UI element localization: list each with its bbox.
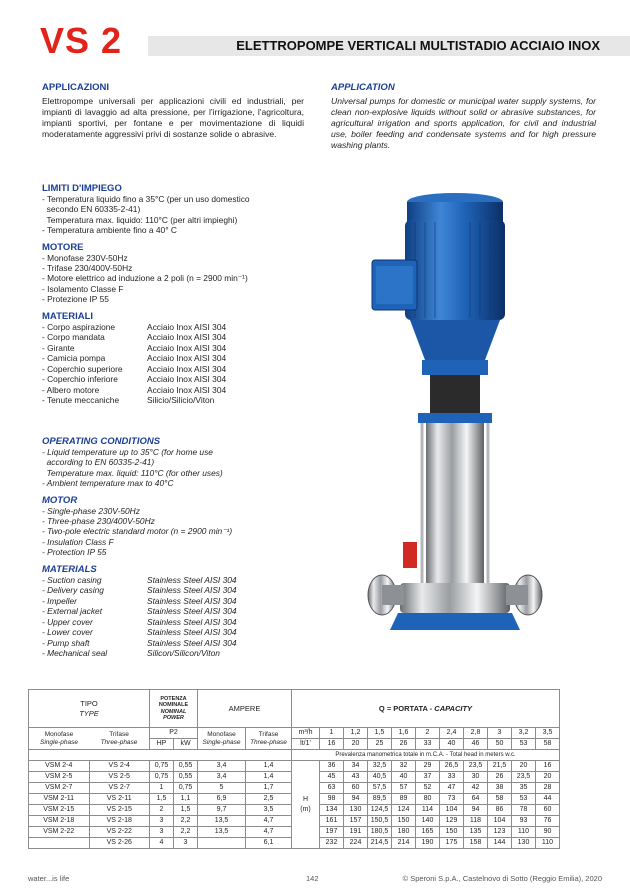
q-lt-cell: 58 <box>536 739 560 750</box>
head-value: 89 <box>392 794 416 805</box>
power-hp: 2 <box>150 805 174 816</box>
head-value: 40 <box>392 772 416 783</box>
head-value: 26 <box>488 772 512 783</box>
material-row <box>42 575 304 586</box>
power-kw: 1,1 <box>174 794 198 805</box>
ampere-mono-header <box>198 728 246 750</box>
lt-unit: lt/1' <box>292 739 320 750</box>
head-value: 60 <box>344 783 368 794</box>
head-value: 20 <box>512 761 536 772</box>
material-row <box>42 353 304 364</box>
model-single-phase: VSM 2-11 <box>29 794 90 805</box>
q-lt-cell: 16 <box>320 739 344 750</box>
monofase-label: Monofase <box>44 730 74 738</box>
model-single-phase <box>29 838 90 849</box>
material-row <box>42 374 304 385</box>
power-kw: 2,2 <box>174 827 198 838</box>
table-row <box>29 761 560 772</box>
en-app-heading: APPLICATION <box>331 82 395 93</box>
head-value: 197 <box>320 827 344 838</box>
head-value: 94 <box>464 805 488 816</box>
ampere-single: 6,9 <box>198 794 246 805</box>
ampere-single <box>198 838 246 849</box>
type-header <box>29 690 150 728</box>
en-cond-heading: OPERATING CONDITIONS <box>42 436 161 447</box>
p2-label: P2 <box>150 728 198 739</box>
head-value: 104 <box>440 805 464 816</box>
it-motor-list <box>42 253 304 305</box>
material-value: Stainless Steel AISI 304 <box>147 595 237 606</box>
head-value: 32 <box>392 761 416 772</box>
head-value: 118 <box>464 816 488 827</box>
material-row <box>42 385 304 396</box>
material-value: Acciaio Inox AISI 304 <box>147 353 227 364</box>
prevalenza-note: Prevalenza manometrica totale in m.C.A. - Total head in meters w.c. <box>292 750 560 761</box>
portata-label: Q = PORTATA - <box>378 703 435 713</box>
power-kw: 1,5 <box>174 805 198 816</box>
head-value: 33 <box>440 772 464 783</box>
material-part: - Coperchio inferiore <box>42 374 118 385</box>
material-row <box>42 364 304 375</box>
head-value: 124 <box>392 805 416 816</box>
head-value: 47 <box>440 783 464 794</box>
capacity-header <box>292 690 560 728</box>
head-value: 26,5 <box>440 761 464 772</box>
head-value: 123 <box>488 827 512 838</box>
q-lt-cell: 20 <box>344 739 368 750</box>
material-row <box>42 332 304 343</box>
material-value: Stainless Steel AISI 304 <box>147 627 237 638</box>
it-app-heading: APPLICAZIONI <box>42 82 110 93</box>
head-value: 16 <box>536 761 560 772</box>
model-single-phase: VSM 2-15 <box>29 805 90 816</box>
power-hp: 1,5 <box>150 794 174 805</box>
head-value: 191 <box>344 827 368 838</box>
power-hp: 0,75 <box>150 761 174 772</box>
head-value: 53 <box>512 794 536 805</box>
ampere-tri-header <box>246 728 292 750</box>
head-value: 60 <box>536 805 560 816</box>
head-value: 130 <box>512 838 536 849</box>
en-motor-list <box>42 506 304 558</box>
material-value: Acciaio Inox AISI 304 <box>147 363 227 374</box>
spec-line: according to EN 60335-2-41) <box>42 457 155 468</box>
head-value: 28 <box>536 783 560 794</box>
head-value: 89,5 <box>368 794 392 805</box>
power-kw: 0,55 <box>174 772 198 783</box>
head-value: 58 <box>488 794 512 805</box>
en-app-text: Universal pumps for domestic or municipal water supply systems, for clean non-explosive liquids without solid or abrasive substances, for agricultural irrigation and sports application, for civil and industrial use, boiler feeding and condensate systems and for high pressure washing plants. <box>331 96 596 150</box>
en-materials-list <box>42 575 304 659</box>
ampere-single: 9,7 <box>198 805 246 816</box>
it-materials-heading: MATERIALI <box>42 310 94 322</box>
head-value: 190 <box>416 838 440 849</box>
head-value: 20 <box>536 772 560 783</box>
blank-cell <box>29 750 292 761</box>
head-value: 150 <box>440 827 464 838</box>
en-specs <box>42 436 304 659</box>
head-value: 224 <box>344 838 368 849</box>
type-label: TYPE <box>79 708 99 718</box>
q-m3h-cell: 1,6 <box>392 728 416 739</box>
material-value: Stainless Steel AISI 304 <box>147 574 237 585</box>
material-value: Silicio/Silicio/Viton <box>147 395 215 406</box>
spec-line: - Insulation Class F <box>42 536 114 547</box>
head-value: 180,5 <box>368 827 392 838</box>
head-value: 90 <box>536 827 560 838</box>
spec-line: - Two-pole electric standard motor (n = 2900 min⁻¹) <box>42 526 233 537</box>
q-m3h-cell: 3 <box>488 728 512 739</box>
material-part: - Girante <box>42 342 75 353</box>
spec-line: secondo EN 60335-2-41) <box>42 204 141 215</box>
head-value: 110 <box>536 838 560 849</box>
trifase-label: Trifase <box>109 730 129 738</box>
q-m3h-cell: 3,5 <box>536 728 560 739</box>
head-m-label: (m) <box>300 805 311 813</box>
en-cond-list <box>42 447 304 489</box>
spec-line: - Ambient temperature max to 40°C <box>42 478 174 489</box>
head-value: 110 <box>512 827 536 838</box>
pump-illustration <box>360 190 570 650</box>
head-value: 114 <box>416 805 440 816</box>
head-value: 175 <box>440 838 464 849</box>
head-value: 38 <box>488 783 512 794</box>
head-value: 165 <box>416 827 440 838</box>
power-hp: 0,75 <box>150 772 174 783</box>
head-value: 98 <box>320 794 344 805</box>
ampere-three: 1,7 <box>246 783 292 794</box>
material-part: - Camicia pompa <box>42 353 106 364</box>
head-value: 64 <box>464 794 488 805</box>
ampere-single: 13,5 <box>198 827 246 838</box>
head-value: 21,5 <box>488 761 512 772</box>
material-part: - Lower cover <box>42 627 93 638</box>
head-value: 134 <box>320 805 344 816</box>
spec-line: - Motore elettrico ad induzione a 2 poli (n = 2900 min⁻¹) <box>42 273 248 284</box>
it-materials-list <box>42 322 304 406</box>
spec-line: - Temperatura ambiente fino a 40° C <box>42 225 177 236</box>
model-three-phase: VS 2-5 <box>89 772 150 783</box>
material-part: - Albero motore <box>42 384 100 395</box>
head-value: 93 <box>512 816 536 827</box>
model-three-phase: VS 2-15 <box>89 805 150 816</box>
head-value: 80 <box>416 794 440 805</box>
head-value: 57 <box>392 783 416 794</box>
material-value: Acciaio Inox AISI 304 <box>147 321 227 332</box>
head-value: 35 <box>512 783 536 794</box>
q-m3h-cell: 3,2 <box>512 728 536 739</box>
material-part: - Tenute meccaniche <box>42 395 120 406</box>
page-number: 142 <box>306 874 319 883</box>
material-row <box>42 395 304 406</box>
material-row <box>42 585 304 596</box>
q-m3h-cell: 1,2 <box>344 728 368 739</box>
potenza-label: POTENZA NOMINALE <box>158 695 189 708</box>
material-row <box>42 638 304 649</box>
head-value: 23,5 <box>512 772 536 783</box>
material-row <box>42 606 304 617</box>
monofase-label: Monofase <box>207 730 236 738</box>
performance-table <box>28 689 560 849</box>
q-m3h-cell: 1,5 <box>368 728 392 739</box>
it-specs <box>42 183 304 406</box>
q-lt-cell: 33 <box>416 739 440 750</box>
head-value: 44 <box>536 794 560 805</box>
material-row <box>42 627 304 638</box>
spec-line: - Protezione IP 55 <box>42 294 109 305</box>
three-phase-label: Three-phase <box>100 738 138 746</box>
model-three-phase: VS 2-7 <box>89 783 150 794</box>
hp-label: HP <box>150 739 174 750</box>
material-row <box>42 322 304 333</box>
phase-header-cell <box>29 728 150 750</box>
it-applications <box>42 82 304 140</box>
spec-line: - Protection IP 55 <box>42 547 107 558</box>
head-value: 94 <box>344 794 368 805</box>
material-part: - Coperchio superiore <box>42 363 123 374</box>
spec-line: - Three-phase 230/400V-50Hz <box>42 516 155 527</box>
ampere-single: 13,5 <box>198 816 246 827</box>
head-value: 232 <box>320 838 344 849</box>
ampere-three: 4,7 <box>246 827 292 838</box>
head-value: 130 <box>344 805 368 816</box>
spec-line: Temperatura max. liquido: 110°C (per altri impieghi) <box>42 214 238 225</box>
material-row <box>42 648 304 659</box>
ampere-three: 3,5 <box>246 805 292 816</box>
power-hp: 3 <box>150 827 174 838</box>
power-hp: 4 <box>150 838 174 849</box>
model-three-phase: VS 2-11 <box>89 794 150 805</box>
head-value: 37 <box>416 772 440 783</box>
material-row <box>42 596 304 607</box>
material-part: - Mechanical seal <box>42 648 108 659</box>
power-kw: 3 <box>174 838 198 849</box>
head-value: 140 <box>416 816 440 827</box>
spec-line: - Single-phase 230V-50Hz <box>42 505 140 516</box>
head-value: 214,5 <box>368 838 392 849</box>
head-value: 135 <box>464 827 488 838</box>
three-phase-label: Three-phase <box>250 738 287 746</box>
en-materials-heading: MATERIALS <box>42 563 97 575</box>
model-single-phase: VSM 2-5 <box>29 772 90 783</box>
head-value: 214 <box>392 838 416 849</box>
head-value: 157 <box>344 816 368 827</box>
footer-copyright: © Speroni S.p.A., Castelnovo di Sotto (Reggio Emilia), 2020 <box>402 874 602 883</box>
q-lt-cell: 26 <box>392 739 416 750</box>
material-row <box>42 617 304 628</box>
head-value: 34 <box>344 761 368 772</box>
head-value: 23,5 <box>464 761 488 772</box>
head-value: 45 <box>320 772 344 783</box>
material-row <box>42 343 304 354</box>
head-value: 73 <box>440 794 464 805</box>
material-value: Acciaio Inox AISI 304 <box>147 374 227 385</box>
ampere-three: 6,1 <box>246 838 292 849</box>
head-value: 104 <box>488 816 512 827</box>
material-part: - Corpo aspirazione <box>42 321 116 332</box>
head-value: 129 <box>440 816 464 827</box>
model-three-phase: VS 2-26 <box>89 838 150 849</box>
head-value: 76 <box>536 816 560 827</box>
ampere-single: 3,4 <box>198 761 246 772</box>
material-value: Stainless Steel AISI 304 <box>147 606 237 617</box>
tipo-label: TIPO <box>80 698 98 708</box>
head-h-label: H <box>302 795 309 803</box>
material-value: Stainless Steel AISI 304 <box>147 637 237 648</box>
material-part: - External jacket <box>42 606 103 617</box>
material-part: - Impeller <box>42 595 77 606</box>
head-value: 180 <box>392 827 416 838</box>
model-title: VS 2 <box>40 20 123 61</box>
title-bar <box>148 36 630 56</box>
material-value: Stainless Steel AISI 304 <box>147 585 237 596</box>
it-limits-list <box>42 194 304 236</box>
spec-line: - Liquid temperature up to 35°C (for home use <box>42 447 213 457</box>
q-m3h-cell: 2,8 <box>464 728 488 739</box>
spec-line: - Temperatura liquido fino a 35°C (per un uso domestico <box>42 194 250 204</box>
trifase-label: Trifase <box>258 730 279 738</box>
single-phase-label: Single-phase <box>40 738 78 746</box>
material-value: Acciaio Inox AISI 304 <box>147 332 227 343</box>
ampere-header: AMPERE <box>198 690 292 728</box>
ampere-single: 3,4 <box>198 772 246 783</box>
head-value: 86 <box>488 805 512 816</box>
head-value: 158 <box>464 838 488 849</box>
q-lt-cell: 46 <box>464 739 488 750</box>
head-value: 52 <box>416 783 440 794</box>
ampere-single: 5 <box>198 783 246 794</box>
material-value: Acciaio Inox AISI 304 <box>147 342 227 353</box>
spec-line: - Trifase 230/400V-50Hz <box>42 263 133 274</box>
power-hp: 3 <box>150 816 174 827</box>
power-hp: 1 <box>150 783 174 794</box>
spec-line: Temperature max. liquid: 110°C (for other uses) <box>42 467 223 478</box>
material-value: Stainless Steel AISI 304 <box>147 616 237 627</box>
power-kw: 0,75 <box>174 783 198 794</box>
head-value: 124,5 <box>368 805 392 816</box>
model-single-phase: VSM 2-7 <box>29 783 90 794</box>
power-header <box>150 690 198 728</box>
page-title: ELETTROPOMPE VERTICALI MULTISTADIO ACCIAIO INOX <box>236 38 600 53</box>
material-part: - Suction casing <box>42 574 102 585</box>
en-motor-heading: MOTOR <box>42 494 78 506</box>
it-app-text: Elettropompe universali per applicazioni civili ed industriali, per impianti di lavaggio ad alta pressione, per l'irrigazione, l'agricoltura, impianti sportivi, per fontane e per movimentazione di liquidi moderatamente aggressivi privi di sostanze solide o abrasive. <box>42 96 304 139</box>
capacity-label: CAPACITY <box>434 703 473 713</box>
model-three-phase: VS 2-4 <box>89 761 150 772</box>
m3h-unit: m³/h <box>292 728 320 739</box>
material-part: - Upper cover <box>42 616 93 627</box>
head-value: 36 <box>320 761 344 772</box>
it-motor-heading: MOTORE <box>42 241 84 253</box>
nominal-power-label: NOMINAL POWER <box>160 708 187 721</box>
model-three-phase: VS 2-18 <box>89 816 150 827</box>
q-lt-cell: 40 <box>440 739 464 750</box>
kw-label: kW <box>174 739 198 750</box>
material-part: - Corpo mandata <box>42 332 105 343</box>
head-value: 30 <box>464 772 488 783</box>
material-value: Acciaio Inox AISI 304 <box>147 384 227 395</box>
q-m3h-cell: 1 <box>320 728 344 739</box>
model-single-phase: VSM 2-18 <box>29 816 90 827</box>
head-value: 150,5 <box>368 816 392 827</box>
power-kw: 2,2 <box>174 816 198 827</box>
spec-line: - Isolamento Classe F <box>42 283 124 294</box>
head-value: 42 <box>464 783 488 794</box>
head-value: 150 <box>392 816 416 827</box>
head-value: 40,5 <box>368 772 392 783</box>
model-single-phase: VSM 2-22 <box>29 827 90 838</box>
ampere-three: 2,5 <box>246 794 292 805</box>
head-value: 29 <box>416 761 440 772</box>
footer-tagline: water...is life <box>28 874 70 883</box>
head-value: 63 <box>320 783 344 794</box>
material-part: - Pump shaft <box>42 637 90 648</box>
head-value: 32,5 <box>368 761 392 772</box>
spec-line: - Monofase 230V-50Hz <box>42 252 128 263</box>
ampere-three: 1,4 <box>246 761 292 772</box>
head-value: 57,5 <box>368 783 392 794</box>
head-value: 161 <box>320 816 344 827</box>
head-value: 144 <box>488 838 512 849</box>
ampere-three: 1,4 <box>246 772 292 783</box>
head-value: 78 <box>512 805 536 816</box>
material-part: - Delivery casing <box>42 585 104 596</box>
q-lt-cell: 25 <box>368 739 392 750</box>
power-kw: 0,55 <box>174 761 198 772</box>
q-lt-cell: 53 <box>512 739 536 750</box>
q-m3h-cell: 2 <box>416 728 440 739</box>
material-value: Silicon/Silicon/Viton <box>147 648 220 659</box>
q-m3h-cell: 2,4 <box>440 728 464 739</box>
head-unit-cell <box>292 761 320 849</box>
en-application <box>331 82 596 151</box>
ampere-three: 4,7 <box>246 816 292 827</box>
model-single-phase: VSM 2-4 <box>29 761 90 772</box>
head-value: 43 <box>344 772 368 783</box>
model-three-phase: VS 2-22 <box>89 827 150 838</box>
it-limits-heading: LIMITI D'IMPIEGO <box>42 183 122 194</box>
q-lt-cell: 50 <box>488 739 512 750</box>
single-phase-label: Single-phase <box>202 738 241 746</box>
